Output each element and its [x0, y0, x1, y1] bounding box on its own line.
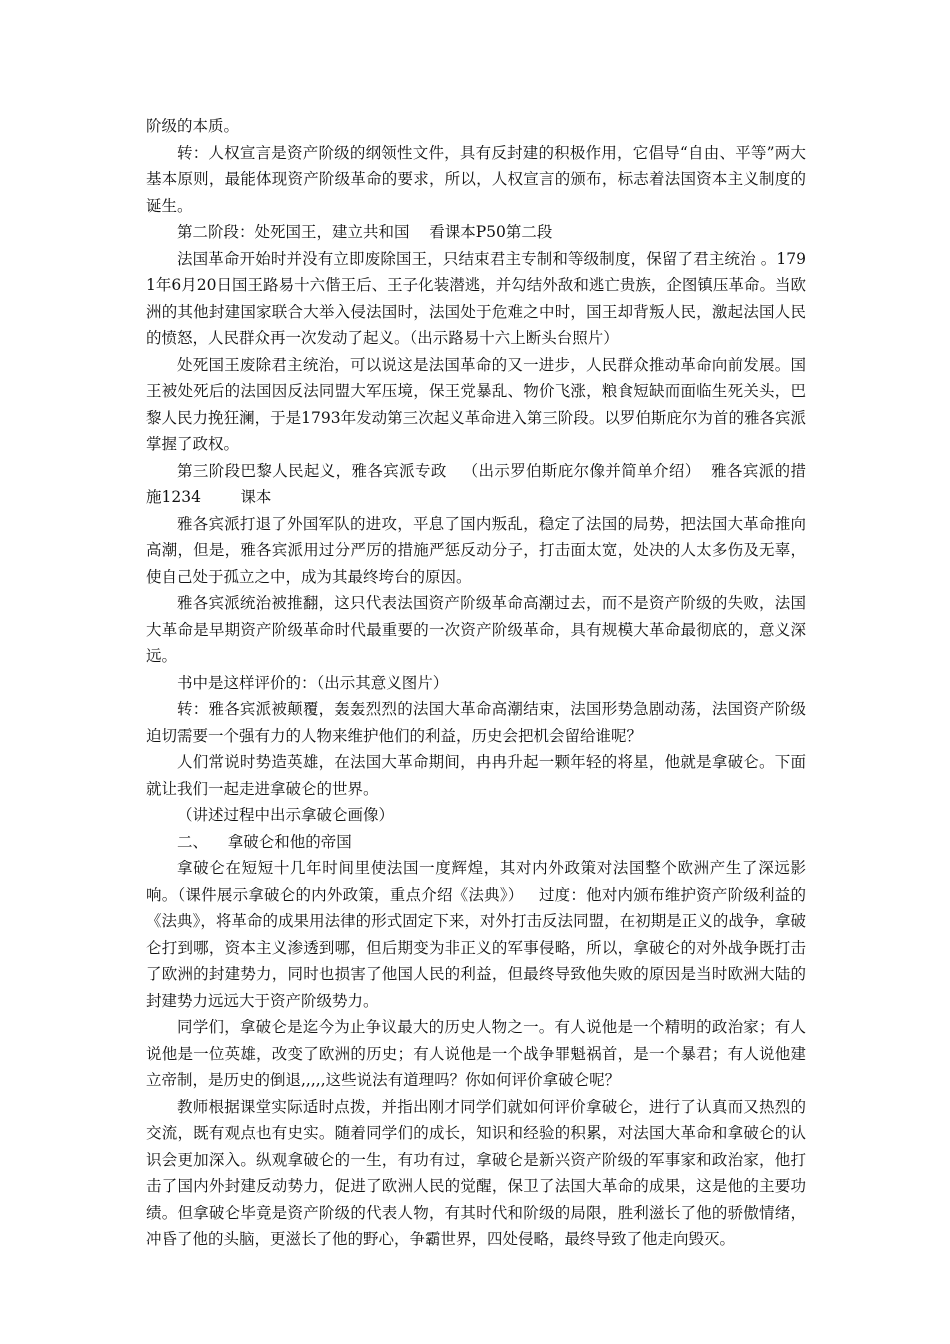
paragraph-book-evaluation: 书中是这样评价的：（出示其意义图片） [177, 673, 449, 692]
paragraph-napoleon-controversy: 同学们，拿破仑是迄今为止争议最大的历史人物之一。有人说他是一个精明的政治家；有人说他是一位英雄，改变了欧洲的历史；有人说他是一个战争罪魁祸首，是一个暴君；有人说他建立帝制，是历史的倒退,,,,,这些说法有道理吗？你如何评价拿破仑呢？ [146, 1018, 806, 1089]
paragraph-jacobin-measures: 雅各宾派打退了外国军队的进攻，平息了国内叛乱，稳定了法国的局势，把法国大革命推向高潮，但是，雅各宾派用过分严厉的措施严惩反动分子，打击面太宽，处决的人太多伤及无辜，使自己处于孤立之中，成为其最终垮台的原因。 [146, 514, 806, 586]
paragraph-king-flight: 法国革命开始时并没有立即废除国王，只结束君主专制和等级制度，保留了君主统治 。1791年6月20日国王路易十六偕王后、王子化装潜逃，并勾结外敌和逃亡贵族，企图镇压革命。当欧洲的其他封建国家联合大举入侵法国时，法国处于危难之中时，国王却背叛人民，激起法国人民的愤怒，人民群众再一次发动了起义。（出示路易十六上断头台照片） [146, 249, 806, 347]
paragraph-declaration-transition: 转：人权宣言是资产阶级的纲领性文件，具有反封建的积极作用，它倡导“自由、平等”两大基本原则，最能体现资产阶级革命的要求，所以，人权宣言的颁布，标志着法国资本主义制度的诞生。 [146, 143, 806, 215]
paragraph-napoleon-policies: 拿破仑在短短十几年时间里使法国一度辉煌，其对内外政策对法国整个欧洲产生了深远影响。（课件展示拿破仑的内外政策，重点介绍《法典》） 过度：他对内颁布维护资产阶级利益的《法典》，将革命的成果用法律的形式固定下来，对外打击反法同盟，在初期是正义的战争，拿破仑打到哪，资本主义渗透到哪，但后期变为非正义的军事侵略，所以，拿破仑的对外战争既打击了欧洲的封建势力，同时也损害了他国人民的利益，但最终导致他失败的原因是当时欧洲大陆的封建势力远远大于资产阶级势力。 [146, 859, 806, 1010]
section-heading-napoleon-empire: 二、 拿破仑和他的帝国 [177, 832, 352, 851]
document-page [146, 113, 806, 1253]
paragraph-king-execution: 处死国王废除君主统治，可以说这是法国革命的又一进步，人民群众推动革命向前发展。国王被处死后的法国因反法同盟大军压境，保王党暴乱、物价飞涨，粮食短缺而面临生死关头，巴黎人民力挽狂澜，于是1793年发动第三次起义革命进入第三阶段。以罗伯斯庇尔为首的雅各宾派掌握了政权。 [146, 355, 806, 453]
paragraph-jacobin-transition: 转：雅各宾派被颠覆，轰轰烈烈的法国大革命高潮结束，法国形势急剧动荡，法国资产阶级迫切需要一个强有力的人物来维护他们的利益，历史会把机会留给谁呢？ [146, 700, 806, 745]
paragraph-teacher-summary: 教师根据课堂实际适时点拨，并指出刚才同学们就如何评价拿破仑，进行了认真而又热烈的交流，既有观点也有史实。随着同学们的成长，知识和经验的积累，对法国大革命和拿破仑的认识会更加深入。纵观拿破仑的一生，有功有过，拿破仑是新兴资产阶级的军事家和政治家，他打击了国内外封建反动势力，促进了欧洲人民的觉醒，保卫了法国大革命的成果，这是他的主要功绩。但拿破仑毕竟是资产阶级的代表人物，有其时代和阶级的局限，胜利滋长了他的骄傲情绪，冲昏了他的头脑，更滋长了他的野心，争霸世界，四处侵略，最终导致了他走向毁灭。 [146, 1097, 806, 1248]
paragraph-class-nature: 阶级的本质。 [146, 117, 240, 135]
paragraph-napoleon-rise: 人们常说时势造英雄，在法国大革命期间，冉冉升起一颗年轻的将星，他就是拿破仑。下面就让我们一起走进拿破仑的世界。 [146, 753, 806, 798]
paragraph-napoleon-portrait-note: （讲述过程中出示拿破仑画像） [177, 806, 395, 824]
paragraph-jacobin-overthrow: 雅各宾派统治被推翻，这只代表法国资产阶级革命高潮过去，而不是资产阶级的失败，法国大革命是早期资产阶级革命时代最重要的一次资产阶级革命，具有规模大革命最彻底的，意义深远。 [146, 594, 806, 665]
paragraph-stage-three-heading: 第三阶段巴黎人民起义，雅各宾派专政 （出示罗伯斯庇尔像并简单介绍） 雅各宾派的措施1234 课本 [146, 461, 806, 506]
paragraph-stage-two-heading: 第二阶段：处死国王，建立共和国 看课本P50第二段 [177, 223, 553, 241]
